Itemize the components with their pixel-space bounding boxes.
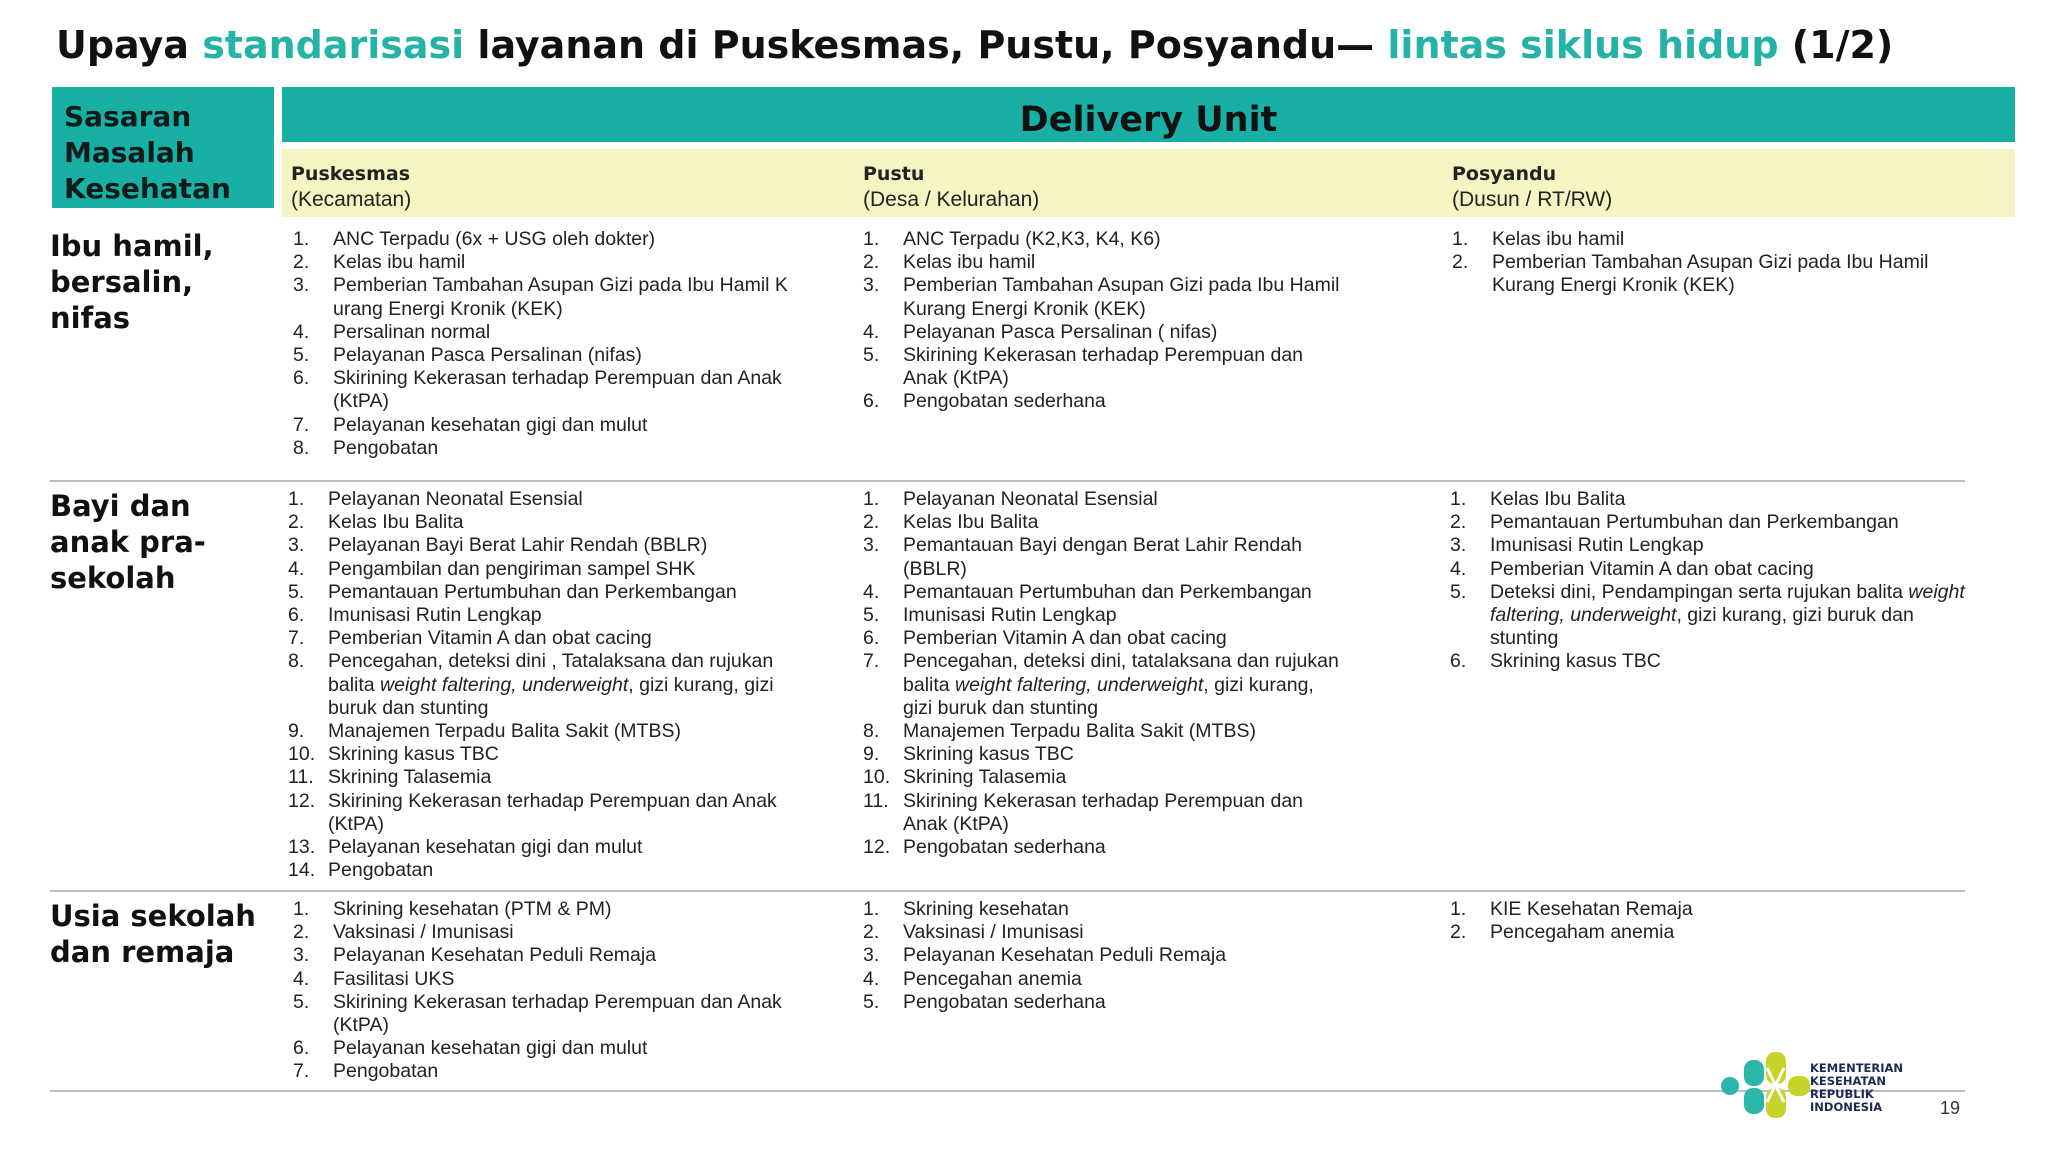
list-item: 7. Pemberian Vitamin A dan obat cacing — [288, 627, 652, 650]
row-divider — [50, 1090, 1965, 1092]
list-item: 2. Pencegaham anemia — [1450, 921, 1675, 944]
list-item: 5. Skirining Kekerasan terhadap Perempuan dan Anak (KtPA) — [863, 344, 1304, 390]
unit-puskesmas: Puskesmas (Kecamatan) — [291, 163, 412, 211]
list-item: 11. Skrining Talasemia — [288, 766, 492, 789]
list-item: 5. Pelayanan Pasca Persalinan (nifas) — [293, 344, 642, 367]
list-item: 4. Pelayanan Pasca Persalinan ( nifas) — [863, 320, 1218, 343]
puskesmas-list — [293, 228, 853, 460]
list-item: 2. Vaksinasi / Imunisasi — [293, 921, 514, 944]
list-item: 1. Skrining kesehatan (PTM & PM) — [293, 898, 612, 920]
group-label: Bayi dan anak pra- sekolah — [50, 489, 206, 595]
list-item: 6. Pemberian Vitamin A dan obat cacing — [863, 627, 1227, 650]
page-title: Upaya standarisasi layanan di Puskesmas, Pustu, Posyandu— lintas siklus hidup (1/2) — [56, 23, 1894, 67]
list-item: 4. Pemberian Vitamin A dan obat cacing — [1450, 557, 1814, 580]
group-label: Usia sekolah dan remaja — [50, 899, 256, 969]
list-item: 1. ANC Terpadu (K2,K3, K4, K6) — [863, 228, 1161, 250]
list-item: 2. Vaksinasi / Imunisasi — [863, 921, 1084, 944]
list-item: 6. Skirining Kekerasan terhadap Perempuan dan Anak (KtPA) — [293, 367, 782, 413]
puskesmas-list — [288, 488, 858, 882]
posyandu-list — [1450, 488, 2020, 674]
list-item: 6. Pengobatan sederhana — [863, 390, 1106, 413]
list-item: 8. Pengobatan — [293, 436, 439, 459]
sasaran-header: Sasaran Masalah Kesehatan — [52, 87, 274, 208]
list-item: 2. Pemberian Tambahan Asupan Gizi pada Ibu Hamil Kurang Energi Kronik (KEK) — [1452, 251, 1929, 297]
pustu-list — [863, 488, 1433, 859]
row-divider — [50, 890, 1965, 892]
unit-pustu: Pustu (Desa / Kelurahan) — [863, 163, 1040, 211]
list-item: 4. Pengambilan dan pengiriman sampel SHK — [288, 557, 696, 580]
list-item: 1. Pelayanan Neonatal Esensial — [863, 488, 1158, 510]
list-item: 1. ANC Terpadu (6x + USG oleh dokter) — [293, 228, 656, 250]
list-item: 11. Skirining Kekerasan terhadap Perempuan dan Anak (KtPA) — [863, 789, 1304, 835]
list-item: 3. Pelayanan Kesehatan Peduli Remaja — [293, 944, 657, 967]
list-item: 4. Persalinan normal — [293, 320, 491, 343]
list-item: 2. Kelas ibu hamil — [863, 251, 1036, 274]
posyandu-list — [1452, 228, 2012, 298]
page-number: 19 — [1940, 1098, 1961, 1118]
kemenkes-logo-text: KEMENTERIAN KESEHATAN REPUBLIK INDONESIA — [1810, 1061, 1904, 1114]
list-item: 1. Kelas ibu hamil — [1452, 228, 1625, 250]
list-item: 5. Imunisasi Rutin Lengkap — [863, 604, 1117, 627]
list-item: 7. Pencegahan, deteksi dini, tatalaksana dan rujukan balita weight faltering, underweight, gizi kurang, gizi buruk dan stunting — [863, 650, 1339, 719]
list-item: 5. Pengobatan sederhana — [863, 990, 1106, 1013]
list-item: 12. Pengobatan sederhana — [863, 836, 1106, 859]
list-item: 4. Pemantauan Pertumbuhan dan Perkembangan — [863, 580, 1312, 603]
list-item: 3. Pemberian Tambahan Asupan Gizi pada Ibu Hamil K urang Energi Kronik (KEK) — [293, 274, 788, 320]
pustu-list — [863, 228, 1423, 414]
list-item: 6. Imunisasi Rutin Lengkap — [288, 604, 542, 627]
list-item: 3. Pelayanan Bayi Berat Lahir Rendah (BBLR) — [288, 534, 708, 557]
list-item: 5. Skirining Kekerasan terhadap Perempuan dan Anak (KtPA) — [293, 990, 782, 1037]
list-item: 8. Manajemen Terpadu Balita Sakit (MTBS) — [863, 720, 1256, 743]
list-item: 1. KIE Kesehatan Remaja — [1450, 898, 1693, 920]
list-item: 2. Pemantauan Pertumbuhan dan Perkembangan — [1450, 511, 1899, 534]
list-item: 3. Pemantauan Bayi dengan Berat Lahir Rendah (BBLR) — [863, 534, 1302, 580]
list-item: 7. Pelayanan kesehatan gigi dan mulut — [293, 413, 648, 436]
list-item: 7. Pengobatan — [293, 1060, 439, 1083]
posyandu-list — [1450, 898, 2010, 944]
list-item: 10. Skrining kasus TBC — [288, 743, 499, 766]
list-item: 10. Skrining Talasemia — [863, 766, 1067, 789]
list-item: 1. Kelas Ibu Balita — [1450, 488, 1626, 510]
pustu-list — [863, 898, 1423, 1014]
list-item: 6. Skrining kasus TBC — [1450, 650, 1661, 673]
list-item: 9. Manajemen Terpadu Balita Sakit (MTBS) — [288, 720, 681, 743]
list-item: 14. Pengobatan — [288, 859, 434, 882]
row-divider — [50, 480, 1965, 482]
puskesmas-list — [293, 898, 853, 1084]
list-item: 5. Deteksi dini, Pendampingan serta rujukan balita weight faltering, underweight, gizi kurang, gizi buruk dan stunting — [1450, 580, 1965, 650]
list-item: 1. Skrining kesehatan — [863, 898, 1069, 920]
list-item: 13. Pelayanan kesehatan gigi dan mulut — [288, 836, 643, 859]
list-item: 5. Pemantauan Pertumbuhan dan Perkembangan — [288, 580, 737, 603]
list-item: 4. Fasilitasi UKS — [293, 967, 455, 990]
unit-subheader — [282, 149, 2015, 217]
list-item: 3. Pemberian Tambahan Asupan Gizi pada Ibu Hamil Kurang Energi Kronik (KEK) — [863, 274, 1340, 320]
list-item: 2. Kelas ibu hamil — [293, 251, 466, 274]
list-item: 1. Pelayanan Neonatal Esensial — [288, 488, 583, 510]
group-label: Ibu hamil, bersalin, nifas — [50, 229, 214, 335]
list-item: 2. Kelas Ibu Balita — [863, 511, 1039, 534]
list-item: 9. Skrining kasus TBC — [863, 743, 1074, 766]
list-item: 6. Pelayanan kesehatan gigi dan mulut — [293, 1037, 648, 1060]
kemenkes-logo-icon — [1718, 1046, 1818, 1126]
list-item: 3. Imunisasi Rutin Lengkap — [1450, 534, 1704, 557]
list-item: 2. Kelas Ibu Balita — [288, 511, 464, 534]
list-item: 12. Skirining Kekerasan terhadap Perempuan dan Anak (KtPA) — [288, 789, 777, 835]
unit-posyandu: Posyandu (Dusun / RT/RW) — [1452, 163, 1613, 211]
delivery-unit-header: Delivery Unit — [282, 87, 2015, 142]
list-item: 3. Pelayanan Kesehatan Peduli Remaja — [863, 944, 1227, 967]
list-item: 8. Pencegahan, deteksi dini , Tatalaksana dan rujukan balita weight faltering, underweight, gizi kurang, gizi buruk dan stunting — [288, 650, 774, 719]
list-item: 4. Pencegahan anemia — [863, 967, 1082, 990]
